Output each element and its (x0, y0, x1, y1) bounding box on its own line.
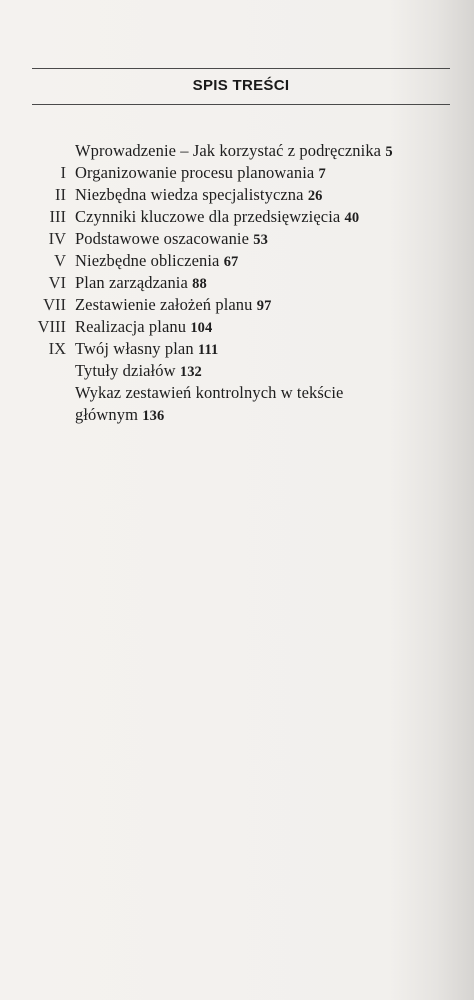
table-of-contents (0, 140, 474, 425)
toc-entry-chapter-4 (0, 228, 474, 250)
chapter-title-line (75, 360, 202, 383)
chapter-title: Wprowadzenie – Jak korzystać z podręcznika (75, 141, 382, 160)
page-number: 7 (318, 166, 326, 182)
chapter-title-line (75, 316, 212, 339)
chapter-title-line (75, 140, 393, 163)
chapter-title: Twój własny plan (75, 339, 194, 358)
chapter-title: Zestawienie założeń planu (75, 295, 253, 314)
chapter-title: Plan zarządzania (75, 273, 188, 292)
page-number: 53 (253, 232, 268, 248)
toc-entry-chapter-9 (0, 338, 474, 360)
chapter-title: Realizacja planu (75, 317, 187, 336)
chapter-title-line (75, 382, 343, 405)
chapter-title: głównym (75, 405, 139, 424)
heading-top-rule (32, 68, 450, 69)
page-number: 26 (307, 188, 323, 204)
chapter-title: Niezbędne obliczenia (75, 251, 220, 270)
chapter-title-line (75, 404, 164, 427)
chapter-title: Wykaz zestawień kontrolnych w tekście (75, 383, 344, 402)
page-number: 67 (223, 254, 239, 270)
chapter-title-line (75, 184, 323, 207)
toc-entry-checklists-continued (0, 404, 474, 425)
page-number: 104 (190, 320, 213, 336)
chapter-title-line (75, 228, 268, 251)
chapter-title: Podstawowe oszacowanie (75, 229, 250, 248)
toc-entry-chapter-7 (0, 294, 474, 316)
chapter-title-line (75, 206, 359, 229)
page-heading: SPIS TREŚCI (192, 77, 290, 94)
chapter-number: IX (48, 339, 66, 358)
chapter-title: Organizowanie procesu planowania (75, 163, 315, 182)
chapter-number: III (49, 207, 66, 226)
chapter-title: Czynniki kluczowe dla przedsięwzięcia (75, 207, 341, 226)
toc-entry-chapter-8 (0, 316, 474, 338)
page-number: 111 (197, 342, 219, 358)
page-number: 132 (179, 364, 202, 380)
chapter-title-line (75, 162, 326, 185)
chapter-title-line (75, 294, 271, 317)
heading-bottom-rule (32, 104, 450, 105)
chapter-title: Niezbędna wiedza specjalistyczna (75, 185, 304, 204)
toc-entry-section-titles (0, 360, 474, 382)
chapter-number: V (54, 251, 66, 270)
chapter-number: VI (48, 273, 66, 292)
page-number: 88 (192, 276, 207, 292)
chapter-title-line (75, 272, 207, 295)
chapter-number: VII (43, 295, 66, 314)
page-number: 5 (385, 144, 393, 160)
chapter-title: Tytuły działów (75, 361, 176, 380)
chapter-number: IV (48, 229, 66, 248)
chapter-number: VIII (37, 317, 66, 336)
toc-entry-chapter-3 (0, 206, 474, 228)
toc-entry-introduction (0, 140, 474, 162)
page-number: 136 (142, 408, 165, 424)
chapter-number: II (55, 185, 66, 204)
toc-entry-chapter-5 (0, 250, 474, 272)
toc-entry-chapter-2 (0, 184, 474, 206)
chapter-number: I (60, 163, 66, 182)
page-number: 40 (344, 210, 360, 226)
toc-entry-chapter-1 (0, 162, 474, 184)
chapter-title-line (75, 338, 218, 361)
page-number: 97 (256, 298, 272, 314)
toc-entry-checklists (0, 382, 474, 404)
chapter-title-line (75, 250, 238, 273)
toc-entry-chapter-6 (0, 272, 474, 294)
